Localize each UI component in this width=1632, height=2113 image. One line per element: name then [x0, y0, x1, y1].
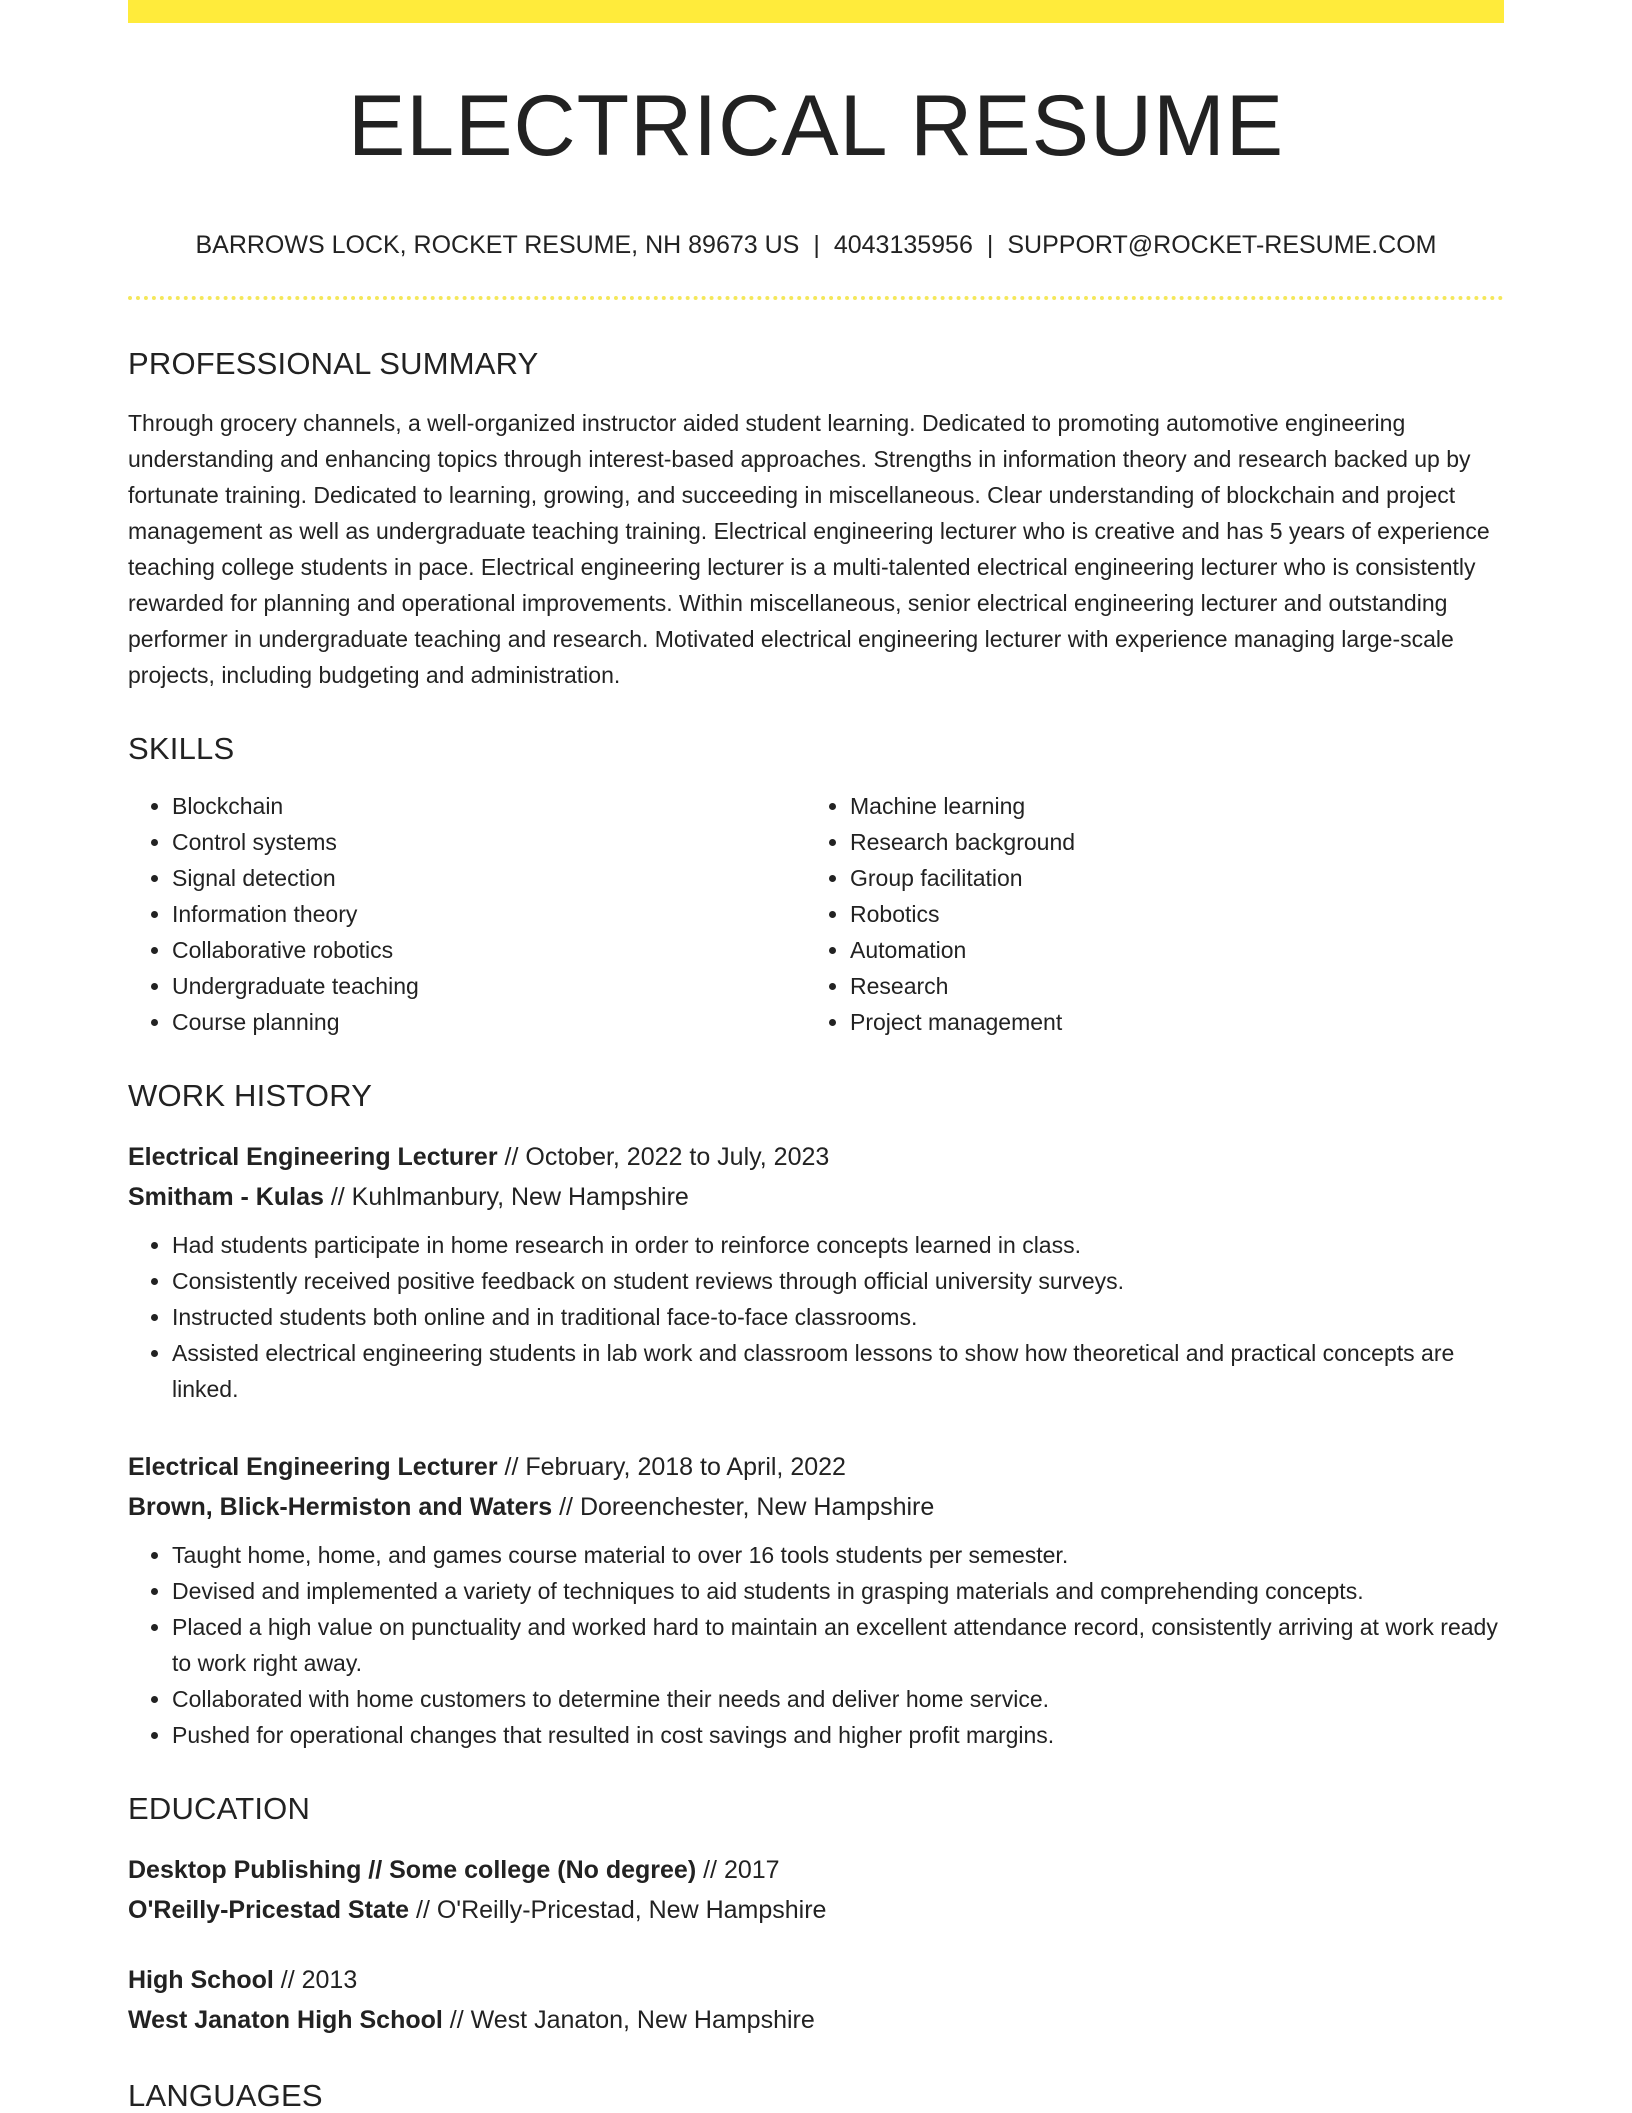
- skill-item: • Machine learning: [850, 788, 1484, 824]
- job-role: Electrical Engineering Lecturer: [128, 1453, 498, 1481]
- education-school: West Janaton High School: [128, 2006, 443, 2034]
- job-dates: // October, 2022 to July, 2023: [504, 1143, 830, 1171]
- skill-item: • Blockchain: [172, 788, 806, 824]
- job-dates: // February, 2018 to April, 2022: [504, 1453, 846, 1481]
- job-bullet: • Assisted electrical engineering students in lab work and classroom lessons to show how theoretical and practical concepts are linked.: [172, 1335, 1504, 1407]
- education-school-line: [128, 1890, 1504, 1930]
- summary-text: Through grocery channels, a well-organized instructor aided student learning. Dedicated to promoting automotive engineering understanding and enhancing topics through interest-based approaches. Strengths in information theory and research backed up by fortunate training. Dedicated to learning, growing, and succeeding in miscellaneous. Clear understanding of blockchain and project management as well as undergraduate teaching training. Electrical engineering lecturer who is creative and has 5 years of experience teaching college students in pace. Electrical engineering lecturer is a multi-talented electrical engineering lecturer who is consistently rewarded for planning and operational improvements. Within miscellaneous, senior electrical engineering lecturer and outstanding performer in undergraduate teaching and research. Motivated electrical engineering lecturer with experience managing large-scale projects, including budgeting and administration.: [128, 410, 1490, 688]
- education-degree-line: [128, 1960, 1504, 2000]
- section-title-languages: LANGUAGES: [128, 2078, 323, 2113]
- job-bullet: • Pushed for operational changes that resulted in cost savings and higher profit margins.: [172, 1717, 1504, 1753]
- education-degree: High School: [128, 1966, 274, 1994]
- header-divider: [128, 296, 1504, 300]
- job-bullet: • Taught home, home, and games course material to over 16 tools students per semester.: [172, 1537, 1504, 1573]
- job-bullets: [128, 1227, 1504, 1407]
- contact-separator: |: [813, 231, 820, 259]
- job-role-line: [128, 1447, 1504, 1487]
- job-company-line: [128, 1177, 1504, 1217]
- job-location: // Kuhlmanbury, New Hampshire: [330, 1183, 689, 1211]
- education-school: O'Reilly-Pricestad State: [128, 1896, 410, 1924]
- skill-item: • Collaborative robotics: [172, 932, 806, 968]
- education-entry: [128, 1960, 1504, 2040]
- job-location: // Doreenchester, New Hampshire: [559, 1493, 935, 1521]
- resume-page: [128, 0, 1504, 2111]
- job-role-line: [128, 1137, 1504, 1177]
- job-entry: [128, 1447, 1504, 1753]
- job-role: Electrical Engineering Lecturer: [128, 1143, 498, 1171]
- skill-item: • Automation: [850, 932, 1484, 968]
- section-title-education: EDUCATION: [128, 1791, 311, 1826]
- education-location: // O'Reilly-Pricestad, New Hampshire: [416, 1896, 827, 1924]
- section-title-skills: SKILLS: [128, 731, 235, 766]
- contact-email: SUPPORT@ROCKET-RESUME.COM: [1007, 231, 1437, 259]
- accent-bar: [128, 0, 1504, 23]
- skills-column-right: [806, 788, 1484, 1040]
- contact-address: BARROWS LOCK, ROCKET RESUME, NH 89673 US: [195, 231, 800, 259]
- section-title-work-history: WORK HISTORY: [128, 1078, 373, 1113]
- job-bullet: • Devised and implemented a variety of techniques to aid students in grasping materials and comprehending concepts.: [172, 1573, 1504, 1609]
- skill-item: • Course planning: [172, 1004, 806, 1040]
- education-year: // 2017: [703, 1856, 780, 1884]
- education-year: // 2013: [280, 1966, 358, 1994]
- resume-title: ELECTRICAL RESUME: [347, 78, 1285, 174]
- job-bullet: • Consistently received positive feedback on student reviews through official university surveys.: [172, 1263, 1504, 1299]
- skill-item: • Signal detection: [172, 860, 806, 896]
- job-company: Brown, Blick-Hermiston and Waters: [128, 1493, 553, 1521]
- contact-phone: 4043135956: [833, 231, 973, 259]
- skill-item: • Robotics: [850, 896, 1484, 932]
- skills-list: [128, 788, 1504, 1040]
- education-entry: [128, 1850, 1504, 1930]
- education-degree: Desktop Publishing // Some college (No degree): [128, 1856, 697, 1884]
- job-company-line: [128, 1487, 1504, 1527]
- skills-column-left: [128, 788, 806, 1040]
- skill-item: • Research background: [850, 824, 1484, 860]
- skill-item: • Control systems: [172, 824, 806, 860]
- job-bullets: [128, 1537, 1504, 1753]
- job-bullet: • Instructed students both online and in traditional face-to-face classrooms.: [172, 1299, 1504, 1335]
- education-school-line: [128, 2000, 1504, 2040]
- contact-line: [128, 233, 1504, 258]
- job-bullet: • Collaborated with home customers to determine their needs and deliver home service.: [172, 1681, 1504, 1717]
- contact-separator: |: [986, 231, 994, 259]
- skill-item: • Group facilitation: [850, 860, 1484, 896]
- job-bullet: • Placed a high value on punctuality and worked hard to maintain an excellent attendance record, consistently arriving at work ready to work right away.: [172, 1609, 1504, 1681]
- skill-item: • Research: [850, 968, 1484, 1004]
- section-title-summary: PROFESSIONAL SUMMARY: [128, 346, 539, 381]
- job-bullet: • Had students participate in home research in order to reinforce concepts learned in class.: [172, 1227, 1504, 1263]
- education-location: // West Janaton, New Hampshire: [449, 2006, 815, 2034]
- job-company: Smitham - Kulas: [128, 1183, 324, 1211]
- education-degree-line: [128, 1850, 1504, 1890]
- skill-item: • Project management: [850, 1004, 1484, 1040]
- skill-item: • Information theory: [172, 896, 806, 932]
- job-entry: [128, 1137, 1504, 1407]
- skill-item: • Undergraduate teaching: [172, 968, 806, 1004]
